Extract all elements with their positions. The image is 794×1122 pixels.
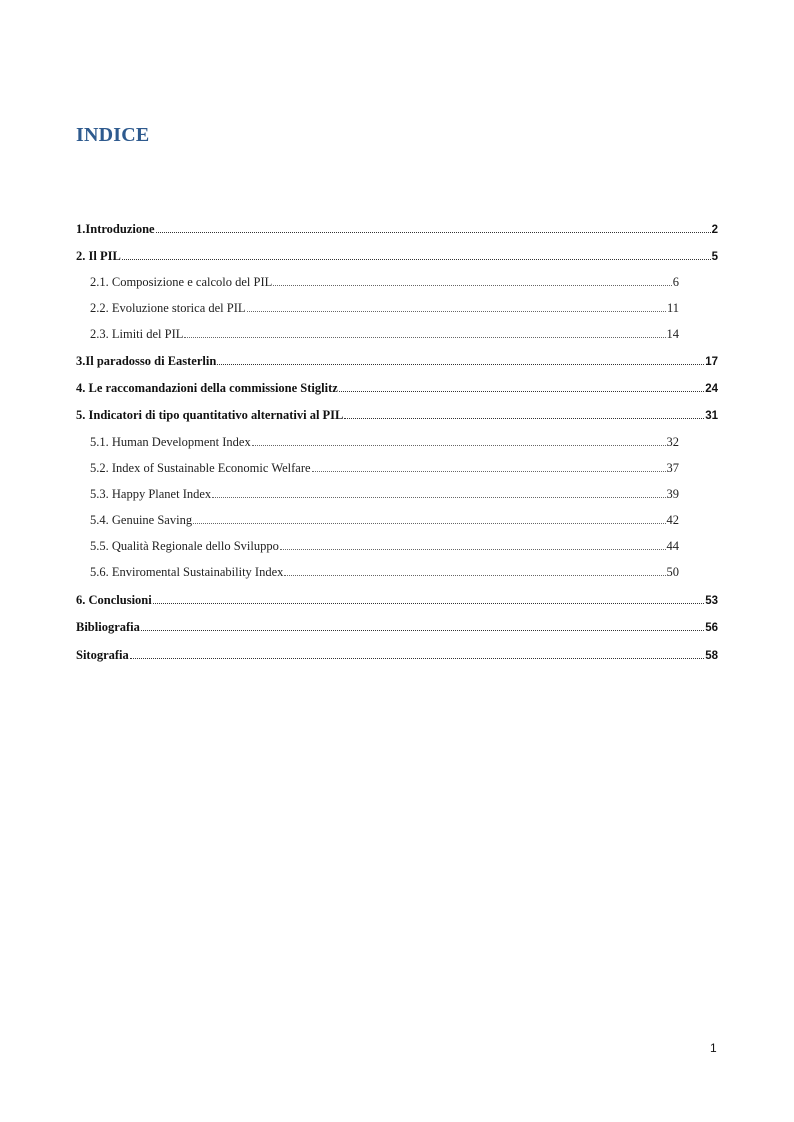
toc-entry-page: 11 [666,301,679,315]
toc-entry-label: 5.5. Qualità Regionale dello Sviluppo [90,539,279,553]
toc-entry-label: 3.Il paradosso di Easterlin [76,354,217,368]
toc-entry-esi[interactable] [90,565,679,583]
toc-entry-label: 5.6. Enviromental Sustainability Index [90,565,284,579]
toc-entry-page: 6 [672,275,679,289]
toc-entry-label: 5.2. Index of Sustainable Economic Welfare [90,461,311,475]
toc-entry-limiti[interactable] [90,327,679,345]
toc-entry-label: 1.Introduzione [76,222,155,236]
dot-leader [344,417,704,419]
toc-entry-page: 39 [666,487,679,501]
toc-entry-evoluzione[interactable] [90,301,679,319]
dot-leader [252,444,666,446]
dot-leader [130,657,704,659]
toc-entry-label: 2. Il PIL [76,249,121,263]
toc-entry-label: 2.2. Evoluzione storica del PIL [90,301,246,315]
dot-leader [247,310,666,312]
toc-entry-label: Sitografia [76,648,129,662]
toc-entry-label: Bibliografia [76,620,140,634]
toc-entry-page: 44 [666,539,679,553]
toc-entry-page: 5 [711,251,718,263]
dot-leader [156,231,711,233]
dot-leader [212,496,665,498]
toc-entry-label: 6. Conclusioni [76,593,152,607]
toc-entry-hdi[interactable] [90,435,679,453]
toc-entry-bibliografia[interactable] [76,620,718,638]
toc-entry-page: 50 [666,565,679,579]
toc-entry-isew[interactable] [90,461,679,479]
dot-leader [122,258,711,260]
toc-entry-indicatori[interactable] [76,408,718,426]
dot-leader [153,602,704,604]
dot-leader [193,522,665,524]
toc-entry-page: 17 [705,356,718,368]
dot-leader [280,548,666,550]
toc-entry-genuine-saving[interactable] [90,513,679,531]
toc-entry-introduzione[interactable] [76,222,718,240]
toc-entry-pil[interactable] [76,249,718,267]
page-number: 1 [710,1041,717,1055]
toc-entry-hpi[interactable] [90,487,679,505]
toc-entry-label: 2.1. Composizione e calcolo del PIL [90,275,273,289]
toc-entry-composizione[interactable] [90,275,679,293]
dot-leader [312,470,666,472]
dot-leader [339,390,704,392]
toc-entry-page: 53 [705,595,718,607]
toc-entry-page: 31 [705,410,718,422]
dot-leader [273,284,671,286]
toc-entry-label: 5.3. Happy Planet Index [90,487,212,501]
toc-entry-page: 32 [666,435,679,449]
toc-entry-qualita-regionale[interactable] [90,539,679,557]
dot-leader [284,574,665,576]
toc-entry-easterlin[interactable] [76,354,718,372]
toc-entry-label: 5.4. Genuine Saving [90,513,193,527]
toc-entry-page: 14 [666,327,679,341]
dot-leader [184,336,665,338]
toc-entry-label: 5.1. Human Development Index [90,435,251,449]
toc-entry-page: 2 [711,224,718,236]
toc-heading: INDICE [76,124,150,146]
toc-entry-sitografia[interactable] [76,648,718,666]
toc-entry-page: 56 [705,622,718,634]
toc-entry-label: 4. Le raccomandazioni della commissione Stiglitz [76,381,338,395]
toc-entry-page: 42 [666,513,679,527]
toc-entry-label: 2.3. Limiti del PIL [90,327,184,341]
toc-entry-stiglitz[interactable] [76,381,718,399]
toc-entry-page: 24 [705,383,718,395]
toc-entry-label: 5. Indicatori di tipo quantitativo alternativi al PIL [76,408,344,422]
toc-entry-page: 58 [705,650,718,662]
dot-leader [141,629,704,631]
toc-entry-conclusioni[interactable] [76,593,718,611]
dot-leader [217,363,704,365]
toc-entry-page: 37 [666,461,679,475]
